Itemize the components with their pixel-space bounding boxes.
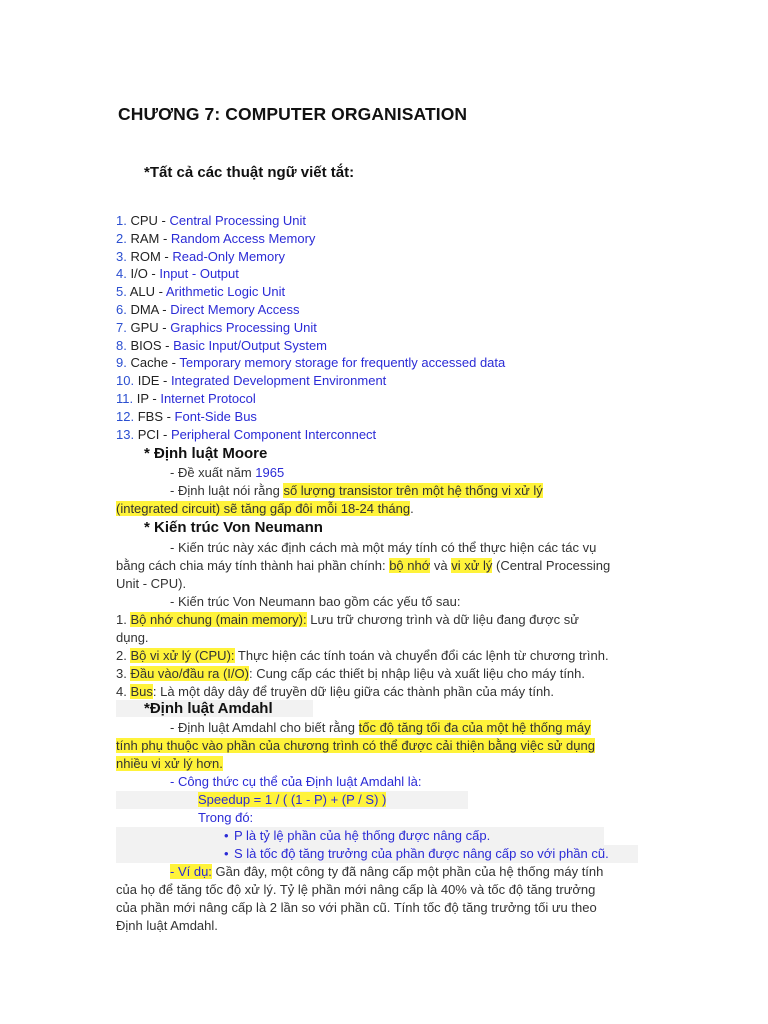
list-item: 1. Bộ nhớ chung (main memory): Lưu trữ chương trình và dữ liệu đang được sử <box>116 612 579 627</box>
moore-heading: * Định luật Moore <box>144 445 268 462</box>
bullet-icon: • <box>224 828 229 843</box>
list-item: 3. ROM - Read-Only Memory <box>116 248 286 264</box>
list-item: 6. DMA - Direct Memory Access <box>116 301 300 317</box>
bullet-icon: • <box>224 846 229 861</box>
list-item-continuation: dụng. <box>116 630 149 645</box>
amdahl-paragraph-line: nhiều vi xử lý hơn. <box>116 756 223 771</box>
vn-paragraph-line: Unit - CPU). <box>116 576 187 591</box>
von-neumann-heading: * Kiến trúc Von Neumann <box>144 519 323 536</box>
list-item: 3. Đầu vào/đầu ra (I/O): Cung cấp các thiết bị nhập liệu và xuất liệu cho máy tính. <box>116 666 586 681</box>
list-item: 2. RAM - Random Access Memory <box>116 230 316 246</box>
vn-paragraph-line: - Kiến trúc này xác định cách mà một máy tính có thể thực hiện các tác vụ <box>170 540 597 555</box>
example-line: của phần mới nâng cấp là 2 lần so với phần cũ. Tính tốc độ tăng trưởng tối ưu theo <box>116 900 597 915</box>
moore-law-line1: - Định luật nói rằng số lượng transistor trên một hệ thống vi xử lý <box>170 483 543 498</box>
amdahl-paragraph-line: - Định luật Amdahl cho biết rằng tốc độ tăng tối đa của một hệ thống máy <box>170 720 591 735</box>
amdahl-heading: *Định luật Amdahl <box>116 700 313 717</box>
amdahl-section <box>116 719 638 935</box>
list-item: 7. GPU - Graphics Processing Unit <box>116 319 317 335</box>
list-item: 11. IP - Internet Protocol <box>116 390 256 406</box>
list-item: • P là tỷ lệ phần của hệ thống được nâng cấp. <box>116 827 604 845</box>
vn-paragraph-line: bằng cách chia máy tính thành hai phần chính: bộ nhớ và vi xử lý (Central Processing <box>116 558 611 573</box>
moore-section <box>116 464 543 518</box>
moore-law-line2: (integrated circuit) sẽ tăng gấp đôi mỗi 18-24 tháng. <box>116 501 414 516</box>
formula-where: Trong đó: <box>198 810 254 825</box>
formula-row <box>116 791 468 809</box>
list-item: 13. PCI - Peripheral Component Interconnect <box>116 426 377 442</box>
list-item: 1. CPU - Central Processing Unit <box>116 213 307 228</box>
formula: Speedup = 1 / ( (1 - P) + (P / S) ) <box>198 792 387 807</box>
list-item: 4. I/O - Input - Output <box>116 266 239 282</box>
list-item: • S là tốc độ tăng trưởng của phần được nâng cấp so với phần cũ. <box>116 845 638 863</box>
moore-proposed: - Đề xuất năm 1965 <box>170 465 285 480</box>
example-line: của họ để tăng tốc độ xử lý. Tỷ lệ phần mới nâng cấp là 40% và tốc độ tăng trưởng <box>116 882 596 897</box>
list-item: 10. IDE - Integrated Development Environment <box>116 373 387 389</box>
page-title: CHƯƠNG 7: COMPUTER ORGANISATION <box>118 104 468 124</box>
list-item: 5. ALU - Arithmetic Logic Unit <box>116 284 286 300</box>
moore-year: 1965 <box>255 465 285 480</box>
list-item: 8. BIOS - Basic Input/Output System <box>116 337 327 353</box>
amdahl-paragraph-line: tính phụ thuộc vào phần của chương trình có thể được cải thiện bằng việc sử dụng <box>116 738 595 753</box>
example-line: - Ví dụ: Gần đây, một công ty đã nâng cấp một phần của hệ thống máy tính <box>170 864 604 879</box>
von-neumann-section <box>116 539 610 701</box>
vn-components-intro: - Kiến trúc Von Neumann bao gồm các yếu tố sau: <box>170 594 461 609</box>
list-item: 4. Bus: Là một dây dây để truyền dữ liệu giữa các thành phần của máy tính. <box>116 684 555 699</box>
list-item: 12. FBS - Font-Side Bus <box>116 408 257 424</box>
abbreviations-heading: *Tất cả các thuật ngữ viết tắt: <box>144 164 355 181</box>
list-item: 2. Bộ vi xử lý (CPU): Thực hiện các tính toán và chuyển đổi các lệnh từ chương trình. <box>116 648 609 663</box>
abbreviation-list <box>116 212 505 443</box>
example-line: Định luật Amdahl. <box>116 918 218 933</box>
formula-intro: - Công thức cụ thể của Định luật Amdahl là: <box>170 774 422 789</box>
list-item: 9. Cache - Temporary memory storage for frequently accessed data <box>116 355 506 371</box>
